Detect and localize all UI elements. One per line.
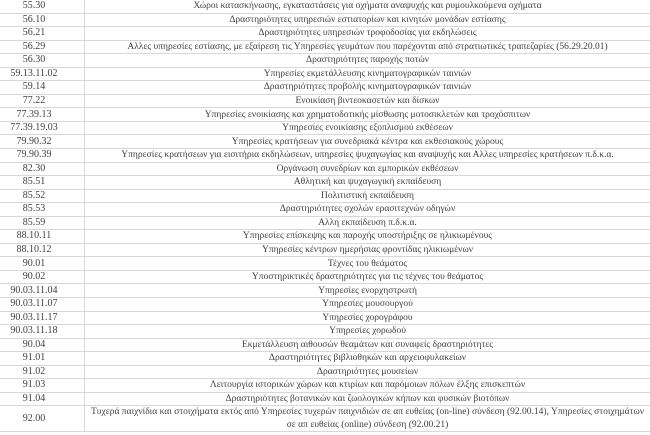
table-row (0, 176, 650, 190)
table-row (0, 203, 650, 217)
activity-description-cell: Υπηρεσίες εκμετάλλευσης κινηματογραφικών ταινιών (263, 68, 472, 79)
activity-description-cell: Δραστηριότητες υπηρεσιών τροφοδοσίας για εκδηλώσεις (258, 28, 477, 39)
table-row (0, 68, 650, 82)
activity-code-cell: 56.30 (0, 54, 85, 67)
activity-code-cell: 56.10 (0, 14, 85, 27)
activity-code-cell: 90.03.11.07 (0, 298, 85, 311)
activity-code-cell: 85.51 (0, 176, 85, 189)
activity-code-cell: 77.39.13 (0, 108, 85, 121)
table-row (0, 284, 650, 298)
activity-code-cell: 77.39.19.03 (0, 122, 85, 135)
activity-description-cell: Δραστηριότητες σχολών ερασιτεχνών οδηγών (279, 204, 456, 215)
activity-code-cell: 90.04 (0, 339, 85, 352)
table-row (0, 271, 650, 285)
table-row (0, 149, 650, 163)
activity-code-cell: 90.03.11.04 (0, 284, 85, 297)
activity-code-cell: 91.03 (0, 379, 85, 392)
activity-code-cell: 91.02 (0, 366, 85, 379)
table-row (0, 244, 650, 258)
activity-description-cell: Αλλη εκπαίδευση π.δ.κ.α. (318, 217, 417, 228)
activity-description-cell: Υπηρεσίες χορογράφου (322, 312, 413, 323)
activity-description-cell: Υπηρεσίες χορωδού (329, 326, 406, 337)
activity-code-cell: 79.90.32 (0, 135, 85, 148)
activity-description-cell: Δραστηριότητες προβολής κινηματογραφικών ταινιών (263, 82, 472, 93)
activity-code-cell: 77.22 (0, 95, 85, 108)
activity-code-cell: 85.52 (0, 190, 85, 203)
activity-code-cell: 90.03.11.18 (0, 325, 85, 338)
activity-description-cell: Υπηρεσίες ενορχηστρωτή (318, 285, 417, 296)
activity-code-cell: 88.10.12 (0, 244, 85, 257)
table-row (0, 298, 650, 312)
activity-code-cell: 85.59 (0, 217, 85, 230)
activity-description-cell: Λειτουργία ιστορικών χώρων και κτιρίων και παρόμοιων πόλων έλξης επισκεπτών (209, 380, 526, 391)
activity-description-cell: Υπηρεσίες κέντρων ημερήσιας φροντίδας ηλικιωμένων (261, 244, 474, 255)
table-row (0, 312, 650, 326)
table-row (0, 41, 650, 55)
activity-code-cell: 85.53 (0, 203, 85, 216)
table-row (0, 108, 650, 122)
activity-code-cell: 90.03.11.17 (0, 312, 85, 325)
activity-description-cell: Υπηρεσίες ενοικίασης εξοπλισμού εκθέσεων (282, 123, 453, 134)
activity-code-cell: 91.04 (0, 393, 85, 406)
activity-description-cell: Υπηρεσίες επίσκεψης και παροχής υποστήριξης σε ηλικιωμένους (242, 231, 493, 242)
table-row (0, 230, 650, 244)
activity-description-cell: Αλλες υπηρεσίες εστίασης, με εξαίρεση τις Υπηρεσίες γευμάτων που παρέχονται από στρατιωτικές τραπεζαρίες (56.29.20.01) (127, 41, 608, 52)
activity-code-cell: 88.10.11 (0, 230, 85, 243)
table-row (0, 0, 650, 14)
table-row (0, 352, 650, 366)
activity-code-cell: 56.21 (0, 27, 85, 40)
activity-code-cell: 79.90.39 (0, 149, 85, 162)
activity-description-cell: Χώροι κατασκήνωσης, εγκαταστάσεις για οχήματα αναψυχής και ρυμουλκούμενα οχήματα (193, 1, 542, 12)
activity-description-cell: Υπηρεσίες μουσουργού (322, 299, 413, 310)
table-row (0, 406, 650, 432)
table-row (0, 366, 650, 380)
table-row (0, 81, 650, 95)
table-row (0, 163, 650, 177)
activity-description-cell: Αθλητική και ψυχαγωγική εκπαίδευση (293, 177, 442, 188)
table-row (0, 325, 650, 339)
activity-description-cell: Τυχερά παιχνίδια και στοιχήματα εκτός από Υπηρεσίες τυχερών παιχνιδιών σε απ ευθείας (on-line) σύνδεση (92.00.14), Υπηρεσίες στοιχημάτων σε απ ευθείας (online) σύνδεση (92.00.21) (91, 407, 644, 430)
activity-description-cell: Δραστηριότητες υπηρεσιών εστιατορίων και κινητών μονάδων εστίασης (229, 14, 506, 25)
activity-description-cell: Υποστηρικτικές δραστηριότητες για τις τέχνες του θεάματος (251, 272, 484, 283)
table-row (0, 122, 650, 136)
activity-code-cell: 56.29 (0, 41, 85, 54)
table-row (0, 257, 650, 271)
activity-code-cell: 90.02 (0, 271, 85, 284)
activity-description-cell: Υπηρεσίες κρατήσεων για εισιτήρια εκδηλώσεων, υπηρεσίες ψυχαγωγίας και αναψυχής και Αλλες υπηρεσίες κρατήσεων π.δ.κ.α. (121, 150, 614, 161)
activity-description-cell: Δραστηριότητες μουσείων (316, 366, 419, 377)
table-row (0, 379, 650, 393)
activity-code-cell: 82.30 (0, 163, 85, 176)
activity-description-cell: Οργάνωση συνεδρίων και εμπορικών εκθέσεων (276, 163, 459, 174)
table-row (0, 14, 650, 28)
table-row (0, 393, 650, 407)
activity-description-cell: Τέχνες του θεάματος (327, 258, 408, 269)
table-row (0, 339, 650, 353)
table-row (0, 95, 650, 109)
table-row (0, 217, 650, 231)
table-row (0, 54, 650, 68)
activity-description-cell: Υπηρεσίες ενοικίασης και χρηματοδοτικής μίσθωσης μοτοσικλετών και τροχόσπιτων (204, 109, 531, 120)
activity-description-cell: Πολιτιστική εκπαίδευση (320, 190, 415, 201)
activity-code-cell: 55.30 (0, 0, 85, 13)
activity-description-cell: Δραστηριότητες παροχής ποτών (305, 55, 429, 66)
activity-description-cell: Υπηρεσίες κρατήσεων για συνεδριακά κέντρα και εκθεσιακούς χώρους (231, 136, 504, 147)
activity-code-cell: 92.00 (0, 406, 85, 431)
activity-code-cell: 59.14 (0, 81, 85, 94)
activity-description-cell: Δραστηριότητες βιβλιοθηκών και αρχειοφυλακείων (268, 353, 467, 364)
activity-description-cell: Δραστηριότητες βοτανικών και ζωολογικών κήπων και φυσικών βιοτόπων (225, 393, 510, 404)
activity-description-cell: Ενοικίαση βιντεοκασετών και δίσκων (295, 95, 440, 106)
activity-code-cell: 91.01 (0, 352, 85, 365)
table-row (0, 27, 650, 41)
activity-code-cell: 59.13.11.02 (0, 68, 85, 81)
activity-description-cell: Εκμετάλλευση αιθουσών θεαμάτων και συναφείς δραστηριότητες (241, 339, 494, 350)
table-row (0, 135, 650, 149)
activity-code-cell: 90.01 (0, 257, 85, 270)
table-row (0, 190, 650, 204)
